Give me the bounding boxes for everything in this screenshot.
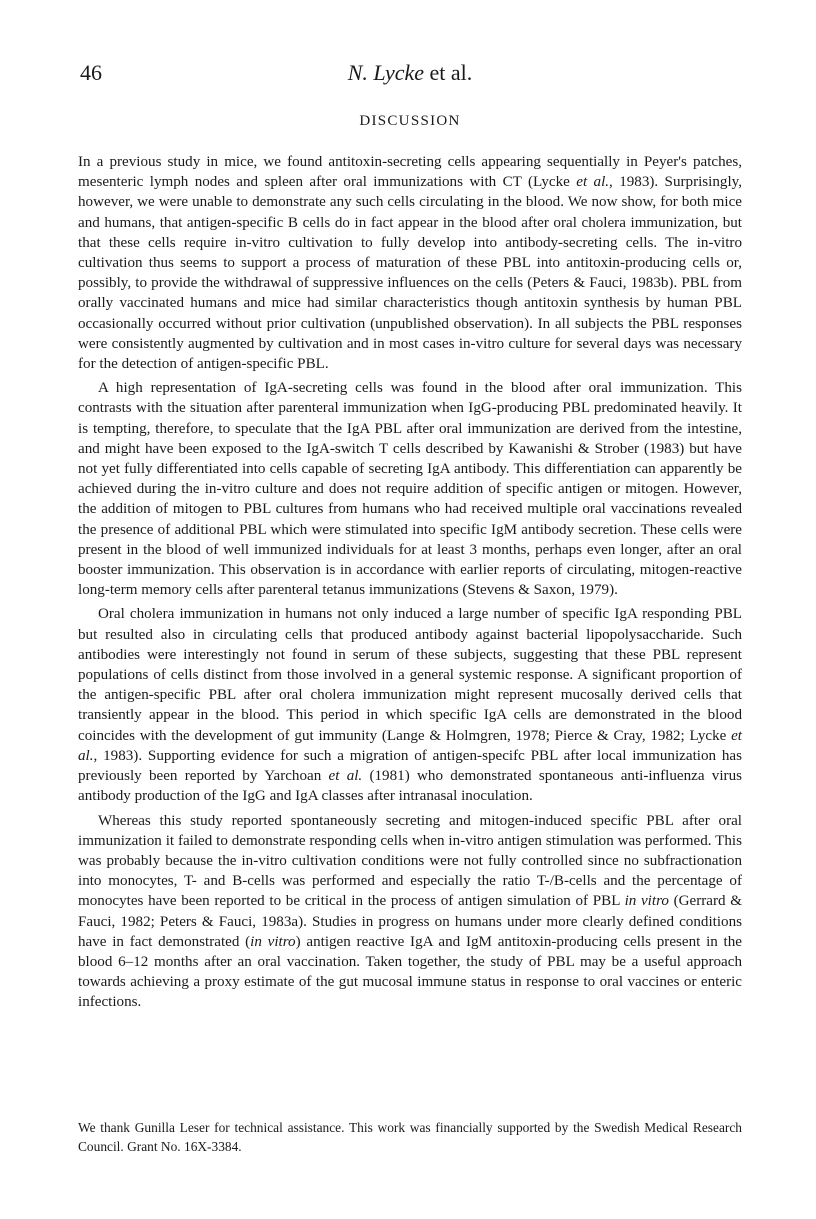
paragraph-4-in-vitro-2: in vitro: [250, 933, 296, 950]
paragraph-1-text-b: , 1983). Surprisingly, however, we were unable to demonstrate any such cells circulating in the blood. We now show, for both mice and humans, that antigen-specific B cells do in fact appear in the blood after oral cholera immunization, but that these cells require in-vitro cultivation to fully develop into antibody-secreting cells. The in-vitro cultivation thus seems to support a process of maturation of these PBL into antitoxin-producing cells or, possibly, to provide the withdrawal of suppressive influences on the cells (Peters & Fauci, 1983b). PBL from orally vaccinated humans and mice had similar characteristics though antitoxin synthesis by human PBL occasionally occurred without prior cultivation (unpublished observation). In all subjects the PBL responses were consistently augmented by cultivation and in most cases in-vitro culture for several days was necessary for the detection of antigen-specific PBL.: [78, 174, 742, 373]
paragraph-3-text-c: (1981) who demonstrated spontaneous anti-influenza virus antibody production of the IgG and IgA classes after intranasal inoculation.: [78, 768, 742, 805]
paragraph-1-et-al: et al.: [576, 174, 610, 191]
page-header: [78, 60, 742, 90]
acknowledgement-text: We thank Gunilla Leser for technical assistance. This work was financially supported by the Swedish Medical Research Council. Grant No. 16X-3384.: [78, 1120, 742, 1154]
paragraph-4: [78, 811, 742, 1013]
paragraph-3: [78, 604, 742, 806]
page-number: 46: [80, 60, 102, 85]
paragraph-3-et-al-2: et al.: [328, 768, 363, 785]
paragraph-3-text-a: Oral cholera immunization in humans not only induced a large number of specific IgA responding PBL but resulted also in circulating cells that produced antibody against bacterial lipopolysaccharide. Such antibodies were interestingly not found in serum of these subjects, suggesting that these PBL represent populations of cells distinct from those involved in a general systemic response. A significant proportion of the antigen-specific PBL after oral cholera immunization might represent mucosally derived cells that transiently appear in the blood. This period in which specific IgA cells are demonstrated in the blood coincides with the development of gut immunity (Lange & Holmgren, 1978; Pierce & Cray, 1982; Lycke: [78, 606, 742, 744]
paragraph-1-text-a: In a previous study in mice, we found antitoxin-secreting cells appearing sequentially in Peyer's patches, mesenteric lymph nodes and spleen after oral immunizations with CT (Lycke: [78, 154, 742, 191]
running-head: [78, 60, 742, 86]
paragraph-4-text-c: ) antigen reactive IgA and IgM antitoxin-producing cells present in the blood 6–12 months after an oral vaccination. Taken together, the study of PBL may be a useful approach towards achieving a proxy estimate of the gut mucosal immune status in response to oral vaccines or enteric infections.: [78, 933, 742, 1011]
paragraph-4-text-b: (Gerrard & Fauci, 1982; Peters & Fauci, 1983a). Studies in progress on humans under more clearly defined conditions have in fact demonstrated (: [78, 893, 742, 950]
paragraph-3-et-al-1: et al.: [78, 727, 742, 764]
running-head-et-al: et al.: [429, 60, 473, 85]
running-head-author: N. Lycke: [347, 60, 425, 85]
discussion-body: [78, 152, 742, 1017]
paragraph-2: A high representation of IgA-secreting cells was found in the blood after oral immunization. This contrasts with the situation after parenteral immunization when IgG-producing PBL predominated heavily. It is tempting, therefore, to speculate that the IgA PBL after oral immunization are derived from the intestine, and might have been exposed to the IgA-switch T cells described by Kawanishi & Strober (1983) but have not yet fully differentiated into cells capable of secreting IgA antibody. This differentiation can apparently be achieved during the in-vitro culture and does not require addition of specific antigen or mitogen. However, the addition of mitogen to PBL cultures from humans who had received multiple oral vaccinations revealed the presence of additional PBL which were stimulated into specific IgM antibody secretion. These cells were present in the blood of well immunized individuals for at least 3 months, perhaps even longer, after an oral booster immunization. This observation is in accordance with earlier reports of circulating, mitogen-reactive long-term memory cells after parenteral tetanus immunizations (Stevens & Saxon, 1979).: [78, 380, 742, 599]
paragraph-4-in-vitro-1: in vitro: [624, 893, 669, 910]
section-title: DISCUSSION: [359, 113, 461, 129]
paragraph-1: [78, 152, 742, 374]
acknowledgement: [78, 1118, 742, 1156]
paragraph-4-text-a: Whereas this study reported spontaneously secreting and mitogen-induced specific PBL after oral immunization it failed to demonstrate responding cells when in-vitro antigen stimulation was performed. This was probably because the in-vitro cultivation conditions were not fully controlled since no subfractionation into monocytes, T- and B-cells was performed and especially the ratio T-/B-cells and the percentage of monocytes have been reported to be critical in the process of antigen simulation of PBL: [78, 812, 742, 910]
paragraph-3-text-b: , 1983). Supporting evidence for such a migration of antigen-specifc PBL after local immunization has previously been reported by Yarchoan: [78, 747, 742, 785]
